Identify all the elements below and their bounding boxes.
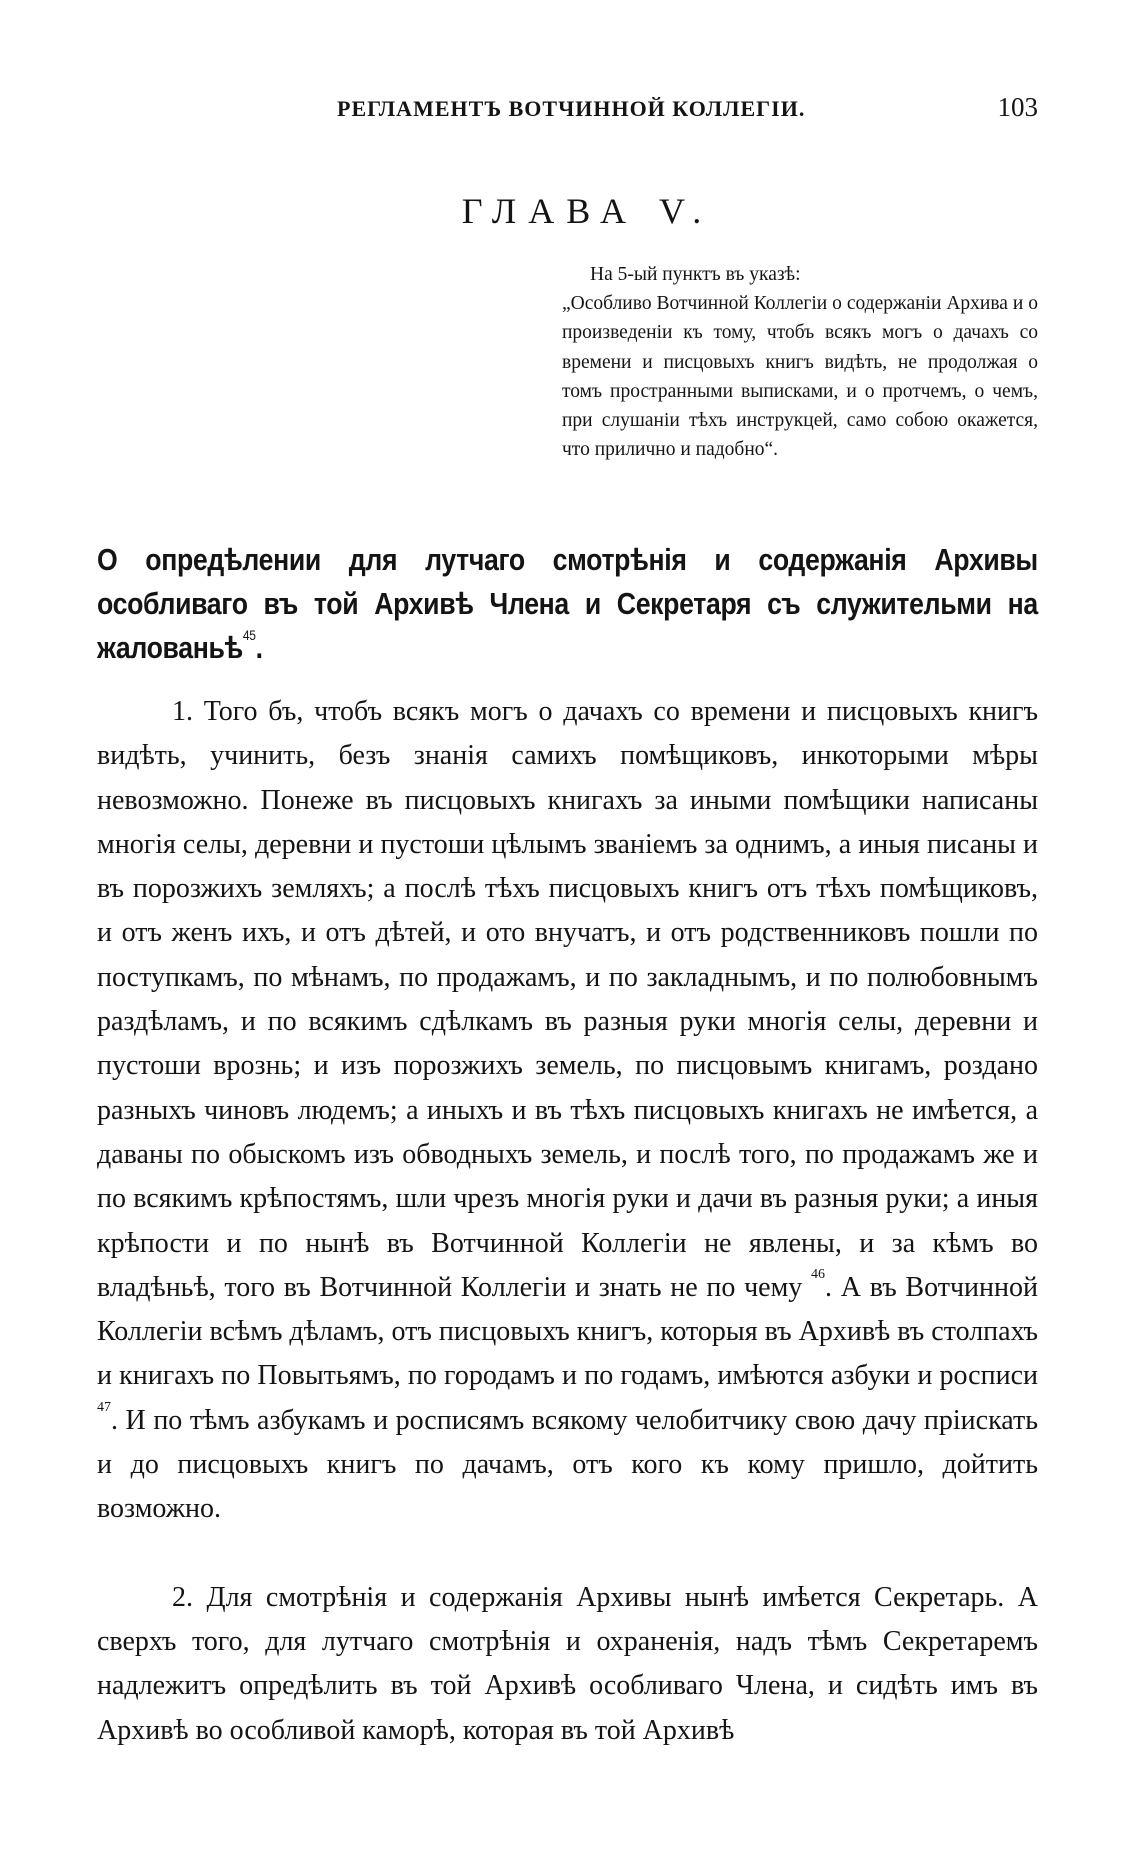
epigraph-quote: „Особливо Вотчинной Коллегіи о содержаніи Архива и о произведеніи къ тому, чтобъ всякъ могъ о дачахъ со времени и писцовыхъ книгъ видѣть, не продолжая о томъ пространными выписками, и о протчемъ, о чемъ, при слушаніи тѣхъ инструкцей, само собою окажется, что прилично и падобно“.: [562, 293, 1038, 461]
paragraph-2: 2. Для смотрѣнія и содержанія Архивы нынѣ имѣется Секретарь. А сверхъ того, для лутчаго смотрѣнія и охраненія, надъ тѣмъ Секретаремъ надлежитъ опредѣлить въ той Архивѣ особливаго Члена, и сидѣть имъ въ Архивѣ во особливой каморѣ, которая въ той Архивѣ: [97, 1581, 1038, 1746]
paragraph-1: [97, 690, 1038, 1532]
paragraph-1-part-2: . А въ Вотчинной Коллегіи всѣмъ дѣламъ, отъ писцовыхъ книгъ, которыя въ Архивѣ въ столпахъ и книгахъ по Повытьямъ, по городамъ и по годамъ, имѣются азбуки и росписи: [97, 1271, 1038, 1392]
footnote-ref: 46: [811, 1266, 826, 1282]
chapter-title: ГЛАВА V.: [461, 191, 714, 231]
running-head: [97, 92, 1038, 128]
paragraph-1-part-1: 1. Того бъ, чтобъ всякъ могъ о дачахъ со времени и писцовыхъ книгъ видѣть, учинить, безъ знанія самихъ помѣщиковъ, инкоторыми мѣры невозможно. Понеже въ писцовыхъ книгахъ за иными помѣщики написаны многія селы, деревни и пустоши цѣлымъ званіемъ за однимъ, а иныя писаны и въ порозжихъ земляхъ; а послѣ тѣхъ писцовыхъ книгъ отъ тѣхъ помѣщиковъ, и отъ женъ ихъ, и отъ дѣтей, и ото внучатъ, и отъ родственниковъ пошли по поступкамъ, по мѣнамъ, по продажамъ, и по закладнымъ, и по полюбовнымъ раздѣламъ, и по всякимъ сдѣлкамъ въ разныя руки многія селы, деревни и пустоши врознь; и изъ порозжихъ земель, по писцовымъ книгамъ, роздано разныхъ чиновъ людемъ; а иныхъ и въ тѣхъ писцовыхъ книгахъ не имѣется, а даваны по обыскомъ изъ обводныхъ земель, и послѣ того, по продажамъ же и по всякимъ крѣпостямъ, шли чрезъ многія руки и дачи въ разныя руки; а иныя крѣпости и по нынѣ въ Вотчинной Коллегіи не явлены, и за кѣмъ во владѣньѣ, того въ Вотчинной Коллегіи и знать не по чему: [97, 696, 1038, 1303]
footnote-ref: 47: [97, 1399, 111, 1415]
section-heading: О опредѣлении для лутчаго смотрѣнія и содержанія Архивы особливаго въ той Архивѣ Члена и Секретаря съ служительми на жалованьѣ$^{45}$.: [97, 542, 1038, 665]
epigraph-lead: На 5-ый пунктъ въ указѣ:: [590, 264, 801, 285]
section-heading-text: О опредѣлении для лутчаго смотрѣнія и содержанія Архивы особливаго въ той Архивѣ Члена и Секретаря съ служительми на жалованьѣ: [97, 542, 1038, 665]
footnote-ref: 45: [242, 627, 256, 643]
book-page: [97, 0, 1038, 1862]
paragraph-1-part-3: . И по тѣмъ азбукамъ и росписямъ всякому челобитчику свою дачу пріискать и до писцовыхъ книгъ по дачамъ, отъ кого къ кому пришло, дойтить возможно.: [97, 1404, 1038, 1525]
page-number: 103: [997, 92, 1038, 122]
body-text: [97, 690, 1038, 1753]
running-title: РЕГЛАМЕНТЪ ВОТЧИННОЙ КОЛЛЕГІИ.: [337, 96, 806, 121]
epigraph: [562, 260, 1038, 464]
